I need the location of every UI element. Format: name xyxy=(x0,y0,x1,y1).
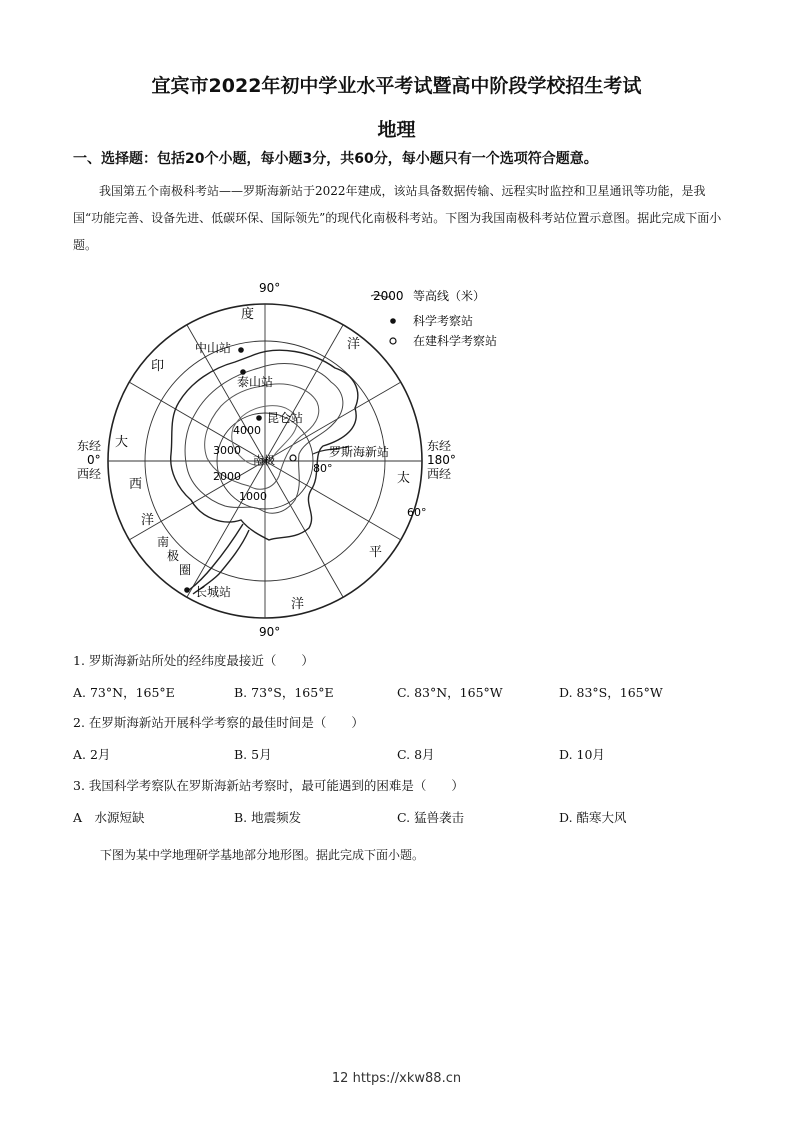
question-2-option-a[interactable]: A. 2月 xyxy=(73,747,111,762)
question-3-stem: 3. 我国科学考察队在罗斯海新站考察时，最可能遇到的困难是（ ） xyxy=(73,778,464,793)
svg-text:东经: 东经 xyxy=(427,439,452,453)
station-rosssea-dot xyxy=(290,455,296,461)
svg-text:印: 印 xyxy=(151,359,165,374)
contour-label-3000: 3000 xyxy=(213,444,241,457)
label-left-meridian xyxy=(77,439,101,481)
atlantic-ocean-label xyxy=(115,434,154,528)
south-pole-label: 南极 xyxy=(253,454,275,467)
station-taishan-label: 泰山站 xyxy=(237,375,274,389)
svg-text:圈: 圈 xyxy=(179,563,192,577)
svg-text:科学考察站: 科学考察站 xyxy=(413,314,474,328)
map-legend xyxy=(371,288,497,348)
svg-text:东经: 东经 xyxy=(77,439,102,453)
svg-text:平: 平 xyxy=(369,545,383,560)
svg-text:等高线（米）: 等高线（米） xyxy=(413,289,486,303)
contour-label-2000: 2000 xyxy=(213,470,241,483)
svg-text:在建科学考察站: 在建科学考察站 xyxy=(413,334,498,348)
contour-label-4000: 4000 xyxy=(233,424,261,437)
question-2-option-b[interactable]: B. 5月 xyxy=(234,747,272,762)
svg-text:极: 极 xyxy=(167,549,180,563)
svg-text:西经: 西经 xyxy=(427,467,452,481)
svg-text:0°: 0° xyxy=(87,453,101,467)
station-kunlun-label: 昆仑站 xyxy=(267,411,304,425)
station-greatwall-dot xyxy=(184,587,190,593)
station-rosssea-label: 罗斯海新站 xyxy=(329,445,390,459)
question-1-stem: 1. 罗斯海新站所处的经纬度最接近（ ） xyxy=(73,653,314,668)
svg-text:洋: 洋 xyxy=(291,597,305,612)
svg-text:南: 南 xyxy=(157,535,170,549)
page-footer: 12 https://xkw88.cn xyxy=(331,1071,462,1086)
question-1-option-b[interactable]: B. 73°S，165°E xyxy=(234,685,334,700)
question-1-option-a[interactable]: A. 73°N，165°E xyxy=(73,685,175,700)
svg-text:西: 西 xyxy=(129,477,143,492)
svg-text:洋: 洋 xyxy=(141,513,155,528)
station-taishan-dot xyxy=(240,369,246,375)
svg-text:度: 度 xyxy=(241,307,255,322)
question-2-stem: 2. 在罗斯海新站开展科学考察的最佳时间是（ ） xyxy=(73,715,364,730)
pacific-ocean-label xyxy=(291,470,410,612)
svg-text:太: 太 xyxy=(397,471,411,486)
next-intro-paragraph: 下图为某中学地理研学基地部分地形图。据此完成下面小题。 xyxy=(100,848,425,862)
question-3-option-a[interactable]: A 水源短缺 xyxy=(73,810,145,825)
question-3-option-b[interactable]: B. 地震频发 xyxy=(234,810,302,825)
question-1-option-d[interactable]: D. 83°S，165°W xyxy=(559,685,663,700)
question-1-option-c[interactable]: C. 83°N，165°W xyxy=(397,685,503,700)
station-greatwall-label: 长城站 xyxy=(195,585,232,599)
svg-text:大: 大 xyxy=(115,435,129,450)
label-90-bottom: 90° xyxy=(259,625,281,639)
contour-label-1000: 1000 xyxy=(239,490,267,503)
latitude-80-label: 80° xyxy=(313,462,333,475)
question-3-option-d[interactable]: D. 酷寒大风 xyxy=(559,810,627,825)
latitude-60-label: 60° xyxy=(407,506,427,519)
svg-text:2000: 2000 xyxy=(373,289,404,303)
antarctic-circle-label xyxy=(157,534,191,577)
question-3-option-c[interactable]: C. 猛兽袭击 xyxy=(397,810,465,825)
intro-paragraph: 我国第五个南极科考站——罗斯海新站于2022年建成，该站具备数据传输、远程实时监控和卫星通讯等功能，是我国“功能完善、设备先进、低碳环保、国际领先”的现代化南极科考站。下图为我国南极科考站位置示意图。据此完成下面小题。 xyxy=(73,184,722,252)
exam-title: 宜宾市2022年初中学业水平考试暨高中阶段学校招生考试 xyxy=(151,75,642,97)
station-zhongshan-dot xyxy=(238,347,244,353)
subject-title: 地理 xyxy=(377,119,416,141)
svg-text:西经: 西经 xyxy=(77,467,102,481)
station-zhongshan-label: 中山站 xyxy=(195,341,232,355)
section-heading: 一、选择题：包括20个小题，每小题3分，共60分，每小题只有一个选项符合题意。 xyxy=(73,151,598,167)
legend-station-dot xyxy=(390,318,396,324)
label-90-top: 90° xyxy=(259,281,281,295)
question-2-option-c[interactable]: C. 8月 xyxy=(397,747,435,762)
antarctic-peninsula xyxy=(189,524,249,594)
antarctica-map xyxy=(73,278,523,640)
label-right-meridian xyxy=(427,439,456,481)
station-kunlun-dot xyxy=(256,415,262,421)
svg-text:180°: 180° xyxy=(427,453,456,467)
svg-text:洋: 洋 xyxy=(347,337,361,352)
legend-building-dot xyxy=(390,338,396,344)
question-2-option-d[interactable]: D. 10月 xyxy=(559,747,605,762)
